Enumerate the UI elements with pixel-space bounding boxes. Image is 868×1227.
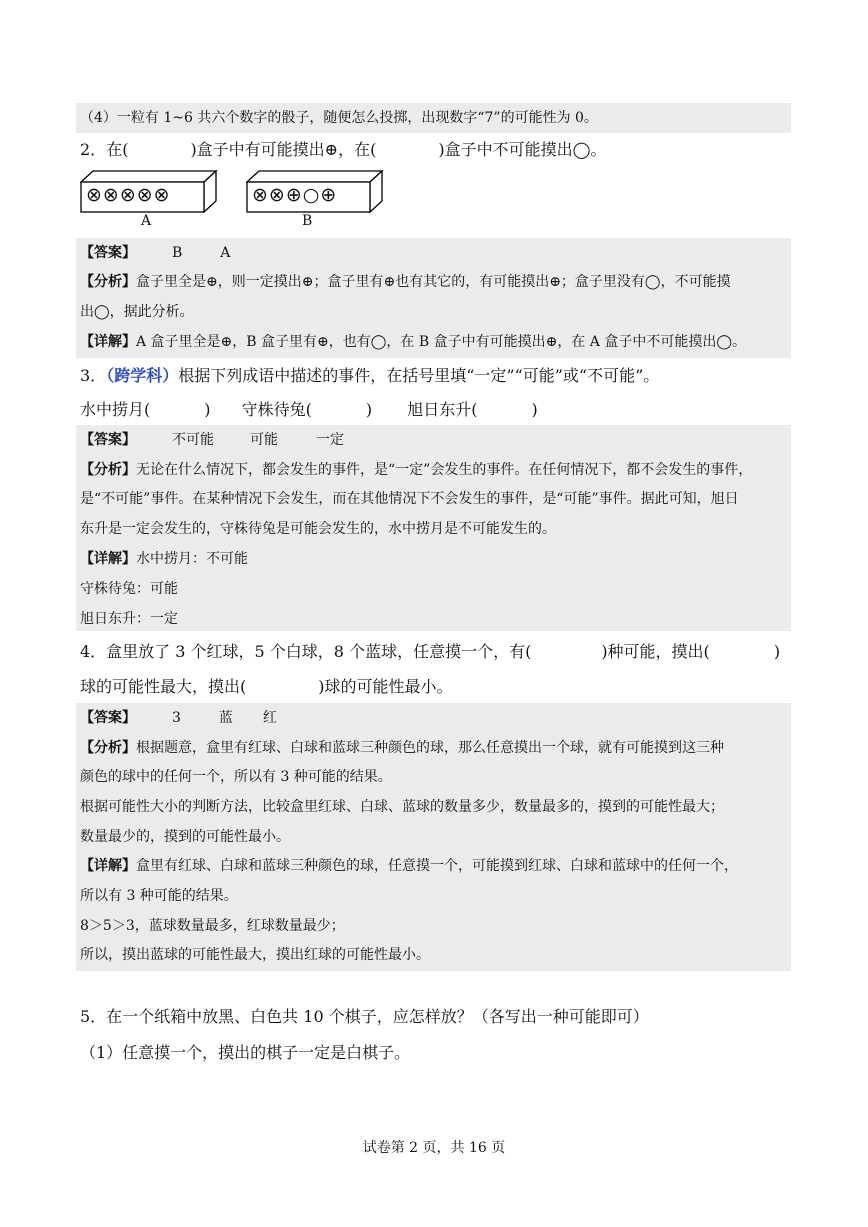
q2-detail-line1 <box>80 331 746 351</box>
box-a-label: A <box>141 213 152 229</box>
q3-idiom-1: 水中捞月( <box>80 400 151 419</box>
box-a-symbols: ⊗⊗⊗⊗⊗ <box>86 184 171 206</box>
q4-detail-line1 <box>80 855 738 875</box>
q4-answer-3: 红 <box>262 710 277 726</box>
q4-detail-line4: 所以，摸出蓝球的可能性最大，摸出红球的可能性最小。 <box>80 947 430 963</box>
analysis-tag: 【分析】 <box>80 462 136 478</box>
q3-analysis-line3: 东升是一定会发生的，守株待兔是可能会发生的，水中捞月是不可能发生的。 <box>80 521 556 537</box>
q4-line1-b: )种可能，摸出( <box>601 642 710 661</box>
analysis-tag: 【分析】 <box>80 274 136 290</box>
q4-detail-line3: 8＞5＞3，蓝球数量最多，红球数量最少； <box>80 918 345 934</box>
q3-detail-line1 <box>80 548 248 568</box>
q4-stem-line1 <box>80 639 780 662</box>
q4-answer-2: 蓝 <box>218 710 233 726</box>
detail-tag: 【详解】 <box>80 858 136 874</box>
q2-number: 2． <box>80 140 107 159</box>
q4-detail-text1: 盒里有红球、白球和蓝球三种颜色的球，任意摸一个，可能摸到红球、白球和蓝球中的任何一个， <box>136 858 738 874</box>
box-b-label: B <box>302 213 313 229</box>
q4-line1-a: 4．盒里放了 3 个红球，5 个白球，8 个蓝球，任意摸一个，有( <box>80 642 532 661</box>
box-b-symbols: ⊗⊗⊕○⊕ <box>252 184 338 206</box>
q1-item-4: （4）一粒有 1~6 共六个数字的骰子，随便怎么投掷，出现数字“7”的可能性为 0。 <box>80 110 598 126</box>
detail-tag: 【详解】 <box>80 334 136 350</box>
q3-analysis-text1: 无论在什么情况下，都会发生的事件，是“一定”会发生的事件。在任何情况下，都不会发生的事件， <box>136 462 753 478</box>
q3-detail-line3: 旭日东升：一定 <box>80 611 178 627</box>
q4-detail-line2: 所以有 3 种可能的结果。 <box>80 888 238 904</box>
answer-tag: 【答案】 <box>80 432 136 448</box>
q4-line2-b: )球的可能性最小。 <box>318 677 453 696</box>
q3-stem <box>80 363 659 386</box>
q3-number: 3． <box>80 366 107 385</box>
q4-analysis-line3: 根据可能性大小的判断方法，比较盒里红球、白球、蓝球的数量多少，数量最多的，摸到的可能性最大； <box>80 799 724 815</box>
detail-tag: 【详解】 <box>80 551 136 567</box>
q3-answer-2: 可能 <box>250 432 278 448</box>
q4-analysis-line2: 颜色的球中的任何一个，所以有 3 种可能的结果。 <box>80 769 392 785</box>
q3-detail-line2: 守株待兔：可能 <box>80 581 178 597</box>
q3-close-1: ) <box>204 400 211 419</box>
q3-text: 根据下列成语中描述的事件，在括号里填“一定”“可能”或“不可能”。 <box>178 366 660 385</box>
q3-analysis-line2: 是“不可能”事件。在某种情况下会发生，而在其他情况下不会发生的事件，是“可能”事件。据此可知，旭日 <box>80 491 739 507</box>
q3-idiom-2: 守株待兔( <box>241 400 312 419</box>
q4-answer <box>80 707 277 727</box>
q4-line2-a: 球的可能性最大，摸出( <box>80 677 247 696</box>
analysis-tag: 【分析】 <box>80 740 136 756</box>
q2-part3: )盒子中不可能摸出◯。 <box>438 140 607 159</box>
answer-tag: 【答案】 <box>80 245 136 261</box>
q3-close-3: ) <box>531 400 538 419</box>
q5-item-1: （1）任意摸一个，摸出的棋子一定是白棋子。 <box>80 1043 411 1062</box>
q3-answer-1: 不可能 <box>172 432 214 448</box>
q2-stem <box>80 137 607 160</box>
q2-answer-2: A <box>220 245 231 261</box>
q3-idioms <box>80 397 538 420</box>
q2-part1: 在( <box>106 140 129 159</box>
q4-analysis-line1 <box>80 737 724 757</box>
q5-stem: 5．在一个纸箱中放黑、白色共 10 个棋子，应怎样放？（各写出一种可能即可） <box>80 1007 649 1026</box>
page-footer: 试卷第 2 页，共 16 页 <box>362 1140 506 1156</box>
q4-analysis-line4: 数量最少的，摸到的可能性最小。 <box>80 829 290 845</box>
answer-tag: 【答案】 <box>80 710 136 726</box>
q2-analysis-line2: 出◯，据此分析。 <box>80 304 194 320</box>
q2-analysis-text1: 盒子里全是⊕，则一定摸出⊕；盒子里有⊕也有其它的，有可能摸出⊕；盒子里没有◯，不可能摸 <box>136 274 731 290</box>
q3-analysis-line1 <box>80 459 752 479</box>
q3-answer <box>80 429 344 449</box>
q2-part2: )盒子中有可能摸出⊕，在( <box>190 140 377 159</box>
q3-cross-subject: （跨学科） <box>106 366 179 385</box>
q4-analysis-text1: 根据题意，盒里有红球、白球和蓝球三种颜色的球，那么任意摸出一个球，就有可能摸到这三种 <box>136 740 724 756</box>
q2-detail-text1: A 盒子里全是⊕，B 盒子里有⊕，也有◯，在 B 盒子中有可能摸出⊕，在 A 盒子中不可能摸出◯。 <box>136 334 747 350</box>
q2-analysis-line1 <box>80 271 731 291</box>
q3-detail-text1: 水中捞月：不可能 <box>136 551 248 567</box>
q3-idiom-3: 旭日东升( <box>407 400 478 419</box>
q4-answer-1: 3 <box>172 710 181 726</box>
q3-answer-3: 一定 <box>316 432 344 448</box>
q4-stem-line2 <box>80 674 453 697</box>
q3-close-2: ) <box>365 400 373 419</box>
q2-answer-1: B <box>172 245 183 261</box>
q2-answer <box>80 242 230 262</box>
q4-line1-c: ) <box>773 642 781 661</box>
